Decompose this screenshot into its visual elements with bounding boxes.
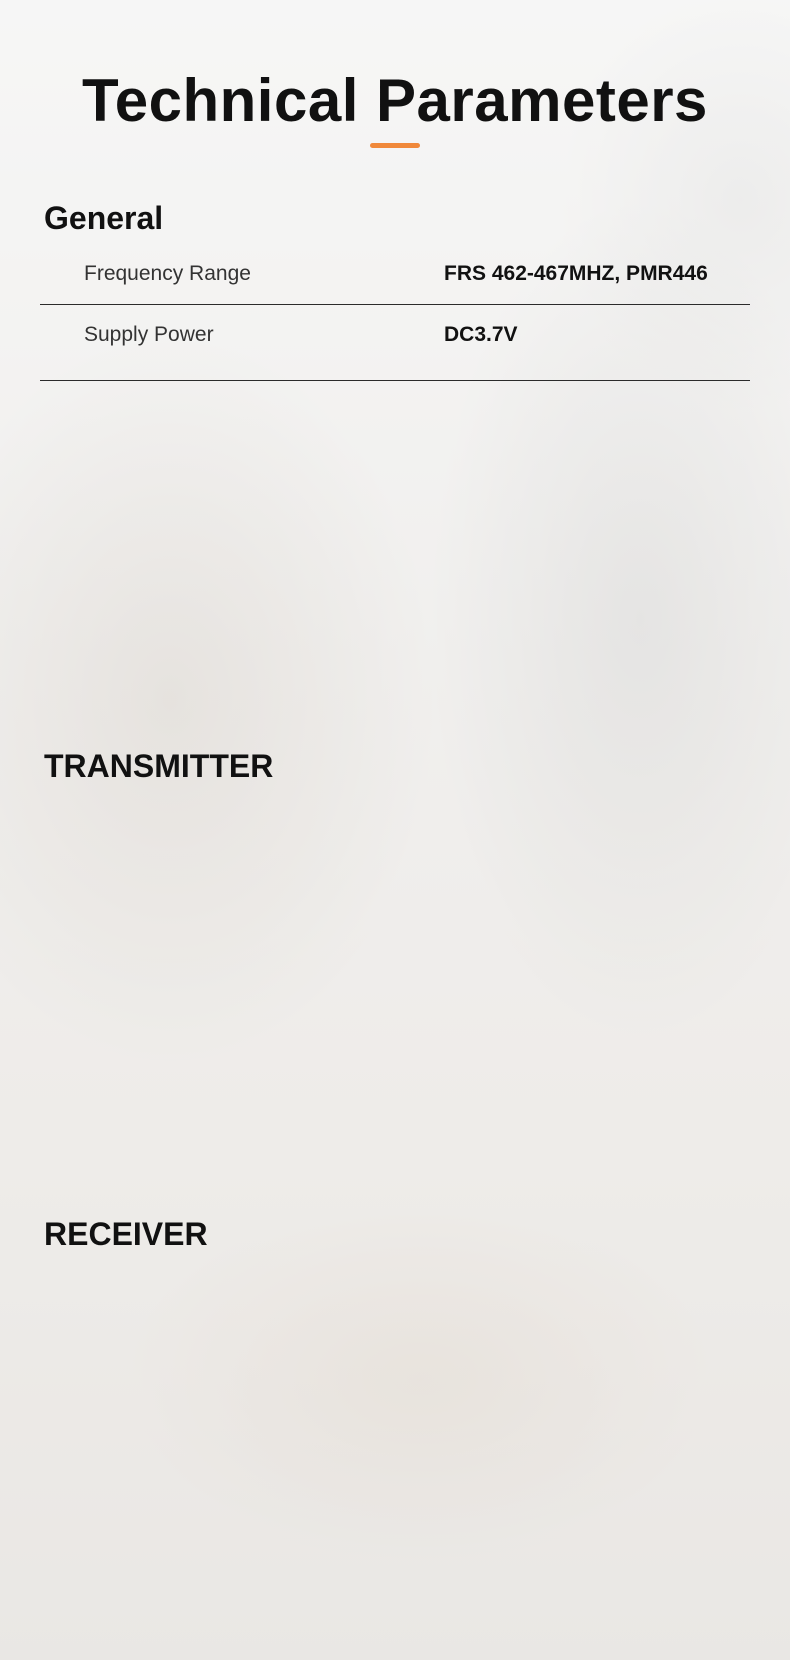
table-row [40, 305, 750, 381]
section-heading-transmitter: TRANSMITTER [44, 748, 274, 784]
row-label: Frequency Range [84, 262, 251, 285]
section-general [0, 259, 790, 381]
row-value: DC3.7V [444, 323, 518, 346]
section-heading-general: General [44, 200, 164, 236]
section-heading-receiver: RECEIVER [44, 1216, 208, 1252]
table-row [40, 259, 750, 305]
page-title: Technical Parameters [82, 67, 708, 134]
title-accent-bar [370, 143, 420, 148]
row-label: Supply Power [84, 323, 214, 346]
row-value: FRS 462-467MHZ, PMR446 [444, 262, 708, 285]
